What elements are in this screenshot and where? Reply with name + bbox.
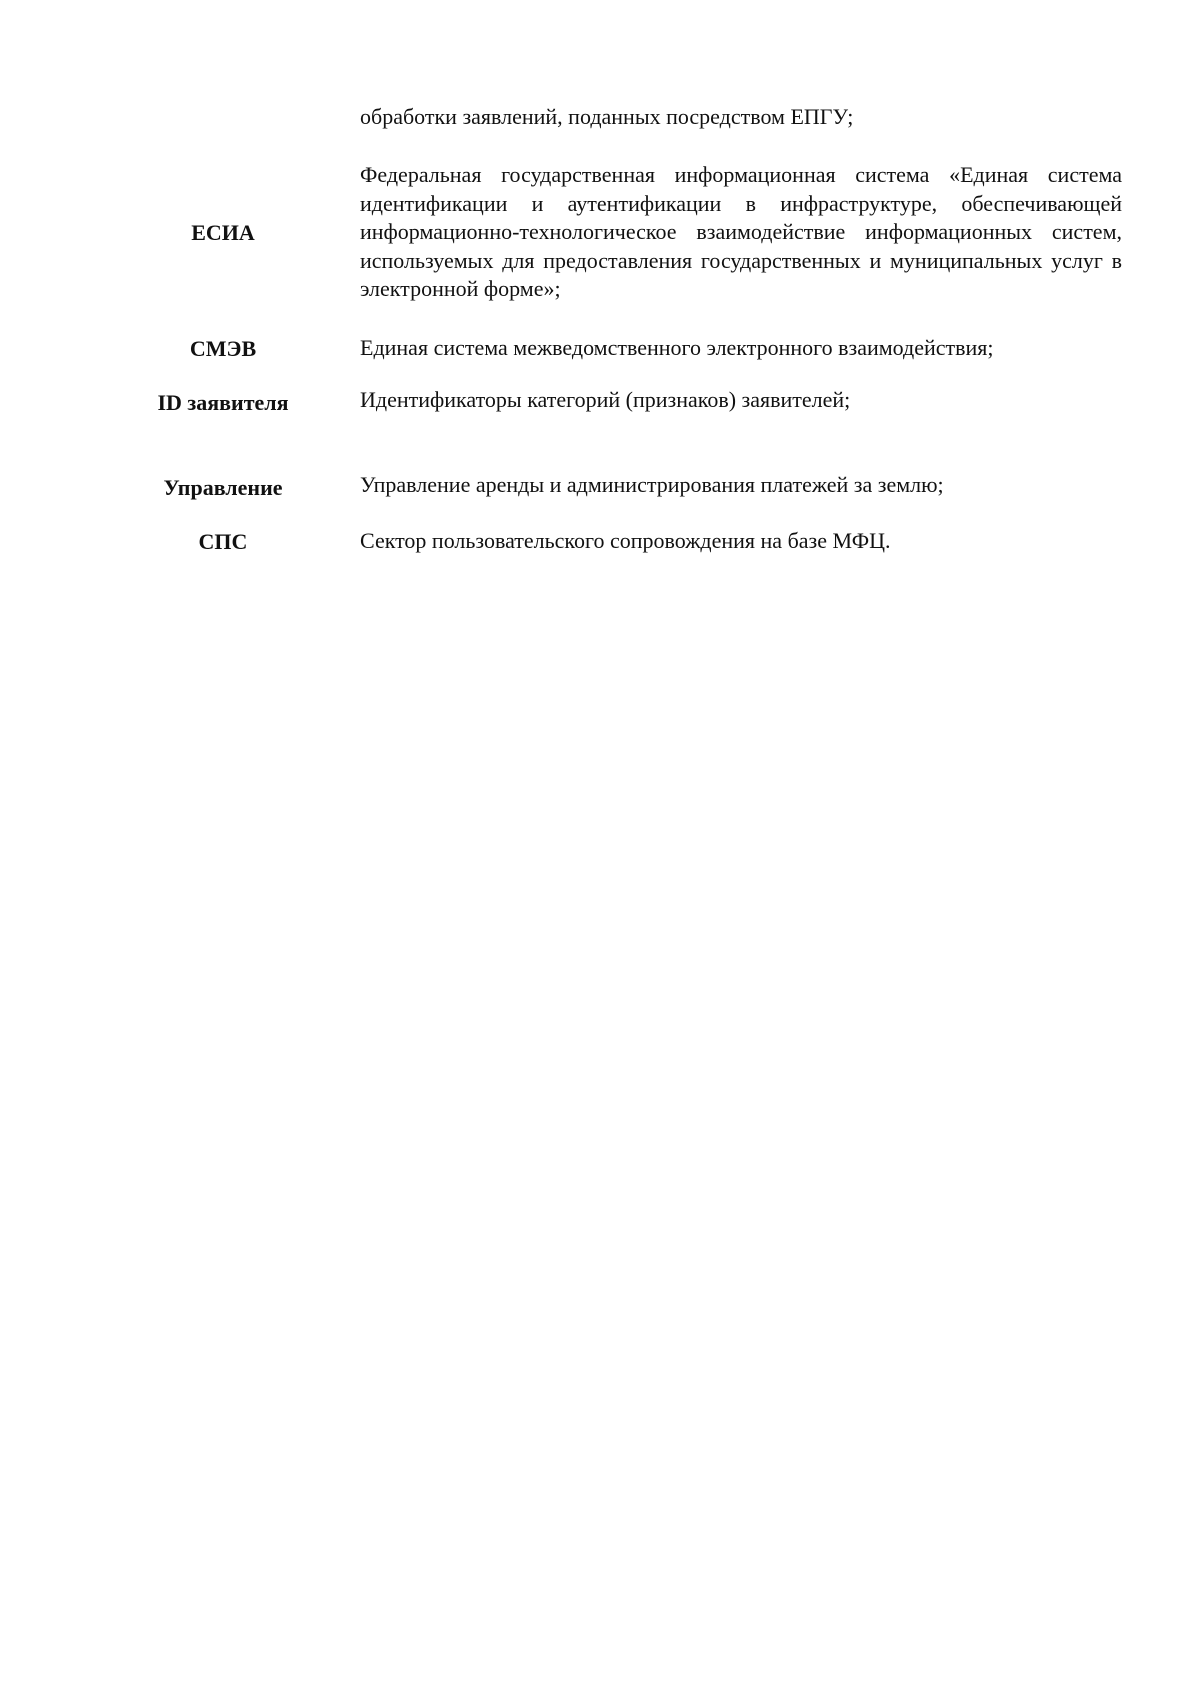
definition-applicant-id: Идентификаторы категорий (признаков) заявителей;	[360, 387, 851, 412]
definition-directorate: Управление аренды и администрирования платежей за землю;	[360, 472, 944, 497]
definition-sps: Сектор пользовательского сопровождения на базе МФЦ.	[360, 528, 891, 553]
term-esia: ЕСИА	[191, 220, 255, 245]
continuation-definition: обработки заявлений, поданных посредством ЕПГУ;	[360, 104, 854, 129]
term-applicant-id: ID заявителя	[157, 390, 289, 415]
term-sps: СПС	[198, 529, 248, 554]
definition-esia: Федеральная государственная информационная система «Единая система идентификации и аутентификации в инфраструктуре, обеспечивающей информационно-технологическое взаимодействие информационных систем, используемых для предоставления государственных и муниципальных услуг в электронной форме»;	[360, 162, 1122, 301]
term-directorate: Управление	[163, 475, 283, 500]
definition-smev: Единая система межведомственного электронного взаимодействия;	[360, 335, 994, 360]
term-smev: СМЭВ	[189, 336, 257, 361]
